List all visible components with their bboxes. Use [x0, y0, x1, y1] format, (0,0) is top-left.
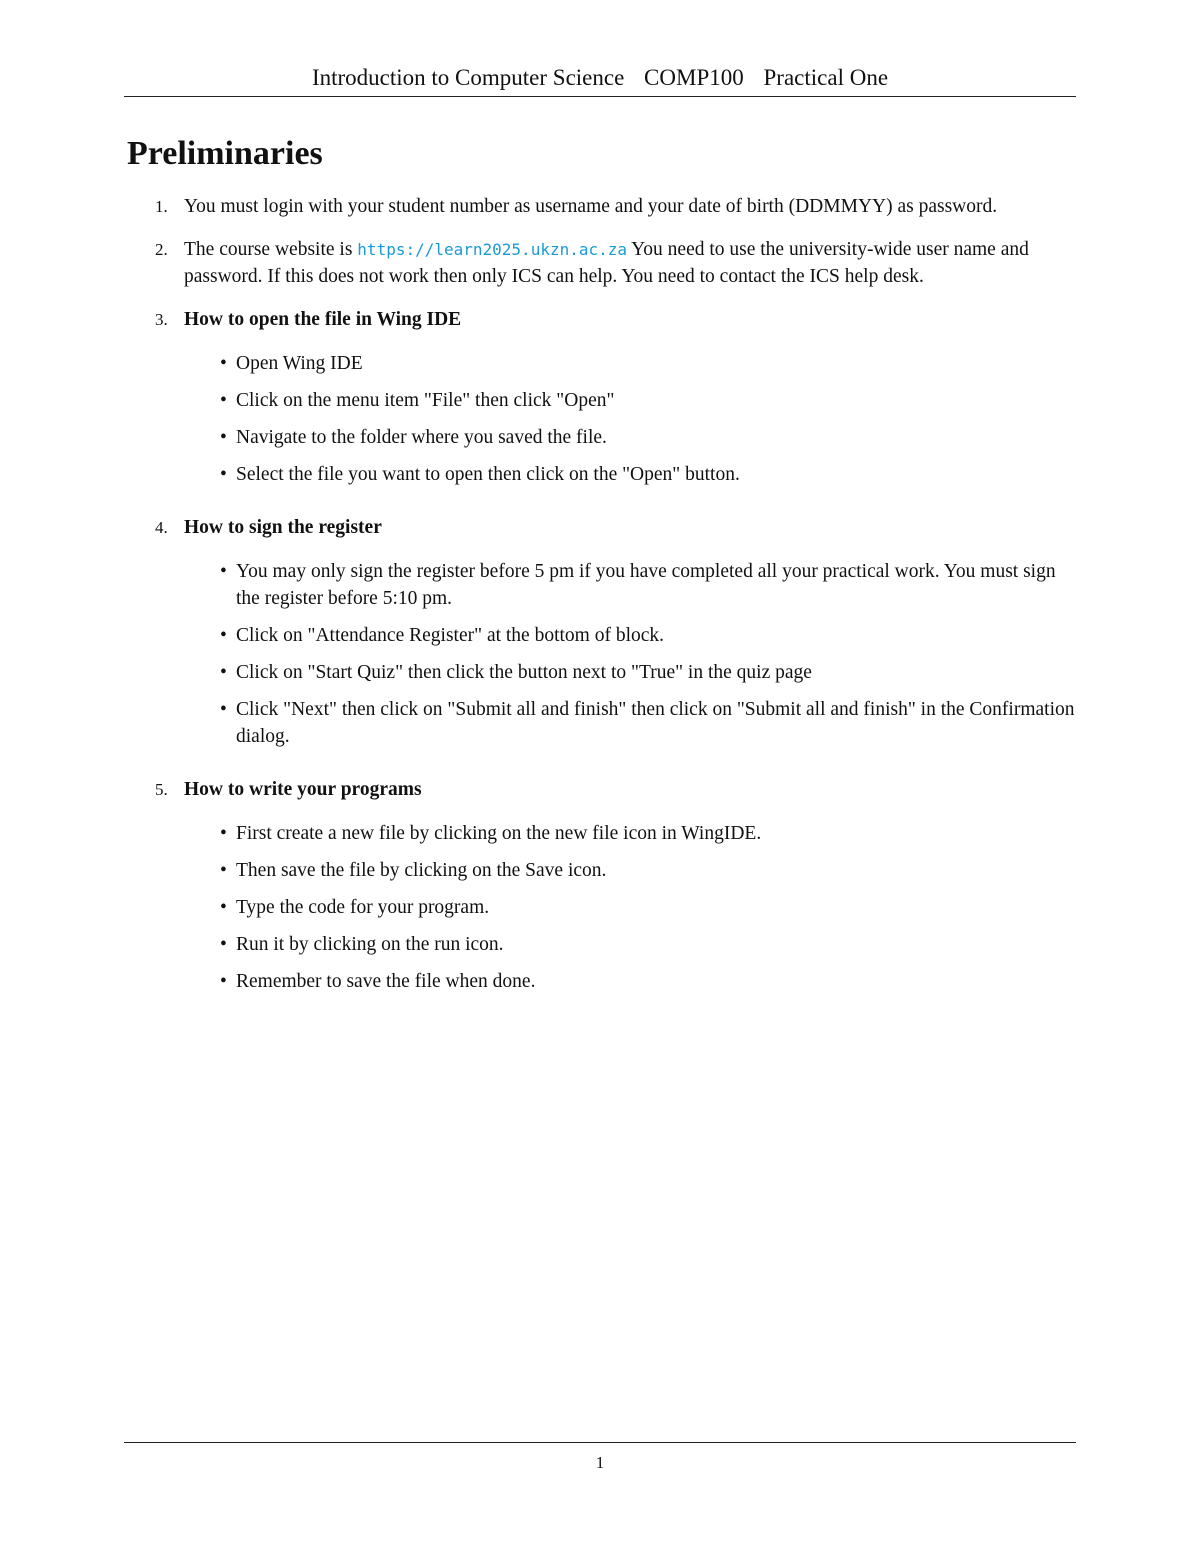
item-number: 4.: [155, 518, 168, 537]
header-practical: Practical One: [763, 65, 889, 90]
website-prefix: The course website is: [184, 239, 358, 260]
list-item-2: [155, 236, 1076, 290]
item-number: 3.: [155, 310, 168, 329]
step-text: Navigate to the folder where you saved the file.: [236, 427, 607, 448]
step-text: Click "Next" then click on "Submit all and finish" then click on "Submit all and finish" in the Confirmation dialog.: [236, 699, 1075, 747]
list-item-1: [155, 193, 1076, 220]
header-course: Introduction to Computer Science: [311, 65, 625, 90]
bullet-icon: •: [220, 353, 227, 374]
list-item: [206, 424, 1076, 451]
bullet-icon: •: [220, 971, 227, 992]
list-item: [206, 696, 1076, 750]
programs-section: [184, 776, 1076, 1005]
bullet-icon: •: [220, 662, 227, 683]
page-footer: [124, 1442, 1076, 1473]
list-item: [206, 558, 1076, 612]
list-item-5: [155, 776, 1076, 1005]
website-instruction: [184, 236, 1076, 290]
wing-ide-title: How to open the file in Wing IDE: [184, 309, 462, 330]
register-title: How to sign the register: [184, 517, 382, 538]
bullet-icon: •: [220, 934, 227, 955]
list-item: [206, 387, 1076, 414]
list-item: [206, 894, 1076, 921]
step-text: Then save the file by clicking on the Save icon.: [236, 860, 607, 881]
step-text: Run it by clicking on the run icon.: [236, 934, 504, 955]
page-number: 1: [595, 1453, 605, 1472]
step-text: Open Wing IDE: [236, 353, 363, 374]
bullet-icon: •: [220, 823, 227, 844]
step-text: First create a new file by clicking on the new file icon in WingIDE.: [236, 823, 762, 844]
bullet-icon: •: [220, 390, 227, 411]
wing-ide-steps: [184, 350, 1076, 488]
list-item-3: [155, 306, 1076, 498]
item-number: 2.: [155, 240, 168, 259]
list-item: [206, 968, 1076, 995]
step-text: You may only sign the register before 5 pm if you have completed all your practical work. You must sign the register before 5:10 pm.: [236, 561, 1056, 609]
course-website-link[interactable]: https://learn2025.ukzn.ac.za: [357, 240, 628, 259]
item-number: 5.: [155, 780, 168, 799]
step-text: Click on "Attendance Register" at the bottom of block.: [236, 625, 665, 646]
bullet-icon: •: [220, 860, 227, 881]
step-text: Click on "Start Quiz" then click the button next to "True" in the quiz page: [236, 662, 812, 683]
item-number: 1.: [155, 197, 168, 216]
list-item-4: [155, 514, 1076, 760]
list-item: [206, 350, 1076, 377]
step-text: Select the file you want to open then click on the "Open" button.: [236, 464, 740, 485]
bullet-icon: •: [220, 427, 227, 448]
bullet-icon: •: [220, 625, 227, 646]
instructions-list: [155, 193, 1076, 1021]
list-item: [206, 820, 1076, 847]
register-section: [184, 514, 1076, 760]
list-item: [206, 622, 1076, 649]
login-instruction: You must login with your student number as username and your date of birth (DDMMYY) as password.: [184, 196, 998, 217]
section-title: Preliminaries: [127, 135, 323, 172]
step-text: Remember to save the file when done.: [236, 971, 536, 992]
list-item: [206, 461, 1076, 488]
programs-steps: [184, 820, 1076, 995]
register-steps: [184, 558, 1076, 750]
bullet-icon: •: [220, 699, 227, 720]
wing-ide-section: [184, 306, 1076, 498]
header-code: COMP100: [644, 65, 744, 90]
programs-title: How to write your programs: [184, 779, 422, 800]
bullet-icon: •: [220, 464, 227, 485]
bullet-icon: •: [220, 897, 227, 918]
step-text: Click on the menu item "File" then click "Open": [236, 390, 615, 411]
page-header: [124, 60, 1076, 97]
list-item: [206, 857, 1076, 884]
bullet-icon: •: [220, 561, 227, 582]
list-item: [206, 659, 1076, 686]
list-item: [206, 931, 1076, 958]
step-text: Type the code for your program.: [236, 897, 490, 918]
website-suffix: You need to use the university-wide user name and password. If this does not work then only ICS can help. You need to contact the ICS help desk.: [184, 239, 1029, 287]
